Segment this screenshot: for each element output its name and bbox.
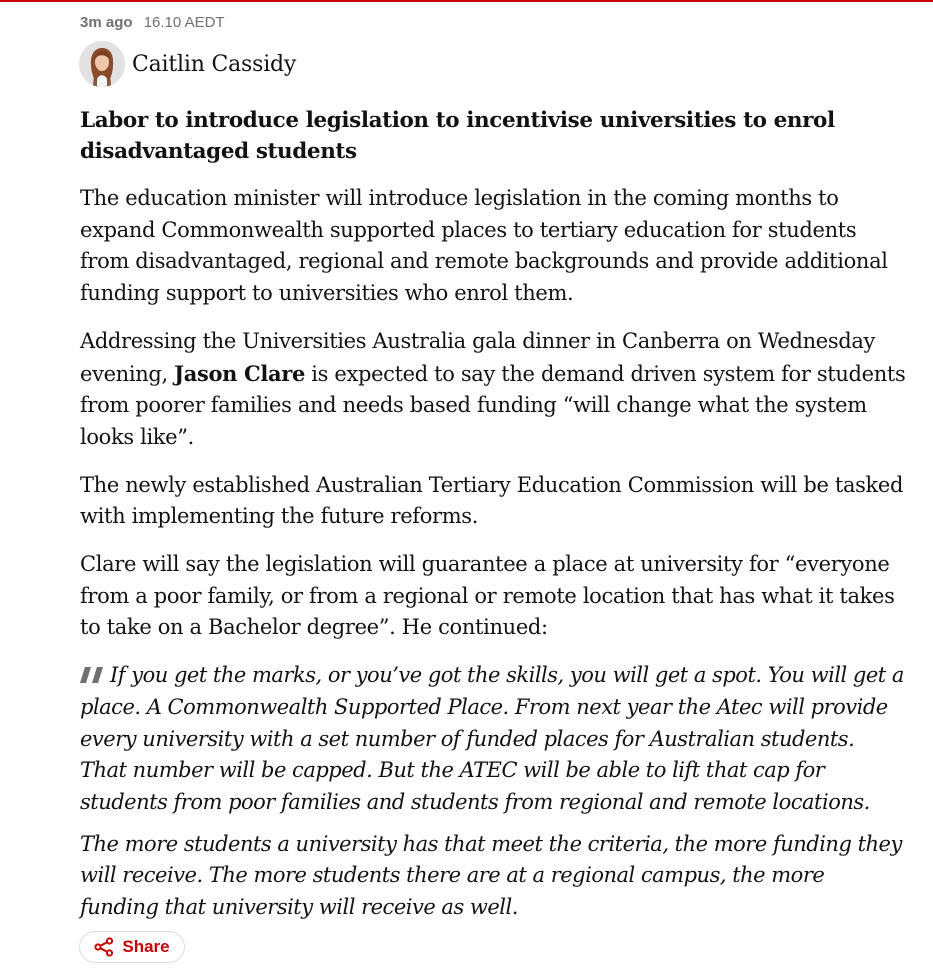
share-icon — [94, 937, 114, 957]
post-meta — [80, 12, 906, 34]
quote-text-1: If you get the marks, or you’ve got the skills, you will get a spot. You will get a place. A Commonwealth Supported Place. From next year the Atec will provide every university with a set number of funded places for Australian students. That number will be capped. But the ATEC will be able to lift that cap for students from poor families and students from regional and remote locations. — [80, 663, 904, 814]
paragraph-1: The education minister will introduce legislation in the coming months to expand Commonwealth supported places to tertiary education for students from disadvantaged, regional and remote backgrounds and provide additional funding support to universities who enrol them. — [80, 186, 888, 306]
person-link-jason-clare[interactable]: Jason Clare — [174, 360, 305, 386]
liveblog-post — [80, 12, 906, 924]
share-label: Share — [122, 937, 170, 956]
author-avatar[interactable] — [79, 41, 125, 87]
time-ago[interactable]: 3m ago — [80, 14, 133, 31]
paragraph-3: The newly established Australian Tertiary Education Commission will be tasked with implementing the future reforms. — [80, 472, 904, 529]
quote-paragraph-2: The more students a university has that meet the criteria, the more funding they will receive. The more students there are at a regional campus, the more funding that university will receive as well. — [80, 831, 902, 920]
quote-icon — [80, 661, 104, 677]
paragraph-2 — [80, 326, 906, 454]
paragraph-2-text: Addressing the Universities Australia gala dinner in Canberra on Wednesday evening, — [80, 328, 876, 386]
byline — [80, 40, 906, 88]
quote-paragraph-1 — [80, 660, 906, 819]
author-name[interactable]: Caitlin Cassidy — [132, 51, 297, 77]
top-divider — [0, 0, 933, 2]
paragraph-2-text-end: is expected to say the demand driven system for students from poorer families and needs based funding “will change what the system looks like”. — [80, 361, 906, 449]
blockquote — [80, 660, 906, 924]
paragraph-4: Clare will say the legislation will guarantee a place at university for “everyone from a poor family, or from a regional or remote location that has what it takes to take on a Bachelor degree”. He continued: — [80, 552, 895, 640]
post-headline: Labor to introduce legislation to incentivise universities to enrol disadvantaged students — [80, 108, 835, 164]
share-button[interactable] — [79, 931, 185, 963]
timestamp: 16.10 AEDT — [143, 14, 225, 31]
